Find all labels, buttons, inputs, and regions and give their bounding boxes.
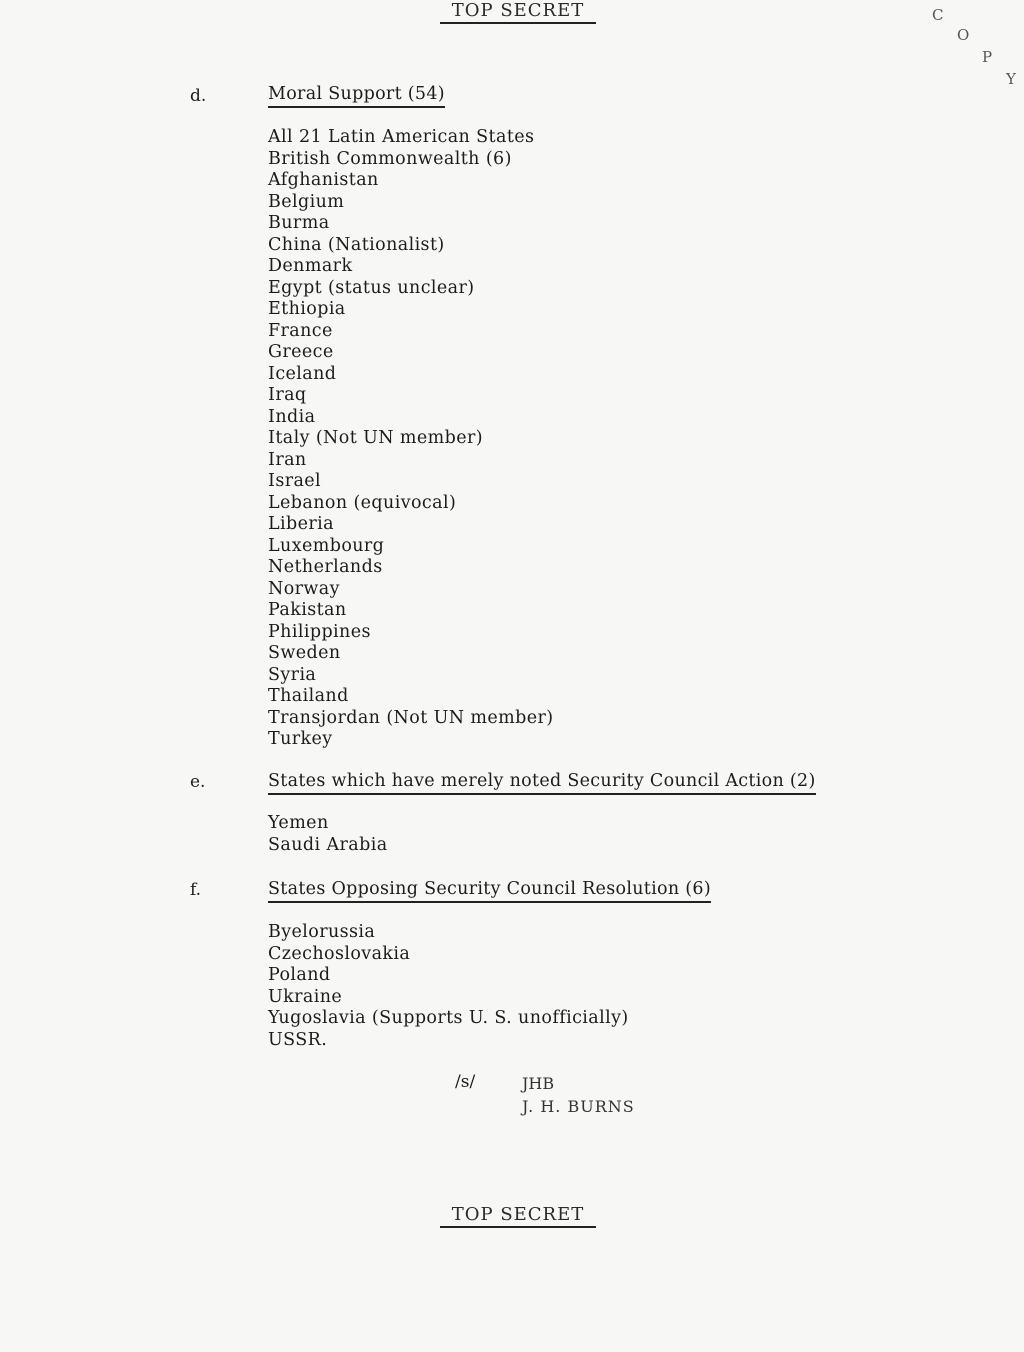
list-item: China (Nationalist): [268, 234, 445, 255]
section-e-heading: States which have merely noted Security Council Action (2): [268, 771, 816, 795]
list-item: Philippines: [268, 621, 371, 642]
list-item: Turkey: [268, 729, 333, 749]
list-item: Pakistan: [268, 600, 347, 620]
list-item: Yugoslavia (Supports U. S. unofficially): [268, 1008, 629, 1028]
list-item: Thailand: [268, 686, 349, 706]
list-item: Netherlands: [268, 557, 383, 577]
copy-stamp-letter: O: [957, 26, 970, 44]
signature-name: J. H. BURNS: [522, 1097, 635, 1116]
list-item: Syria: [268, 664, 317, 685]
section-d-list: [268, 127, 554, 751]
list-item: Yemen: [268, 813, 329, 833]
list-item: Transjordan (Not UN member): [268, 707, 554, 728]
classification-marking-bottom: [440, 1204, 596, 1228]
list-item: Ukraine: [268, 986, 343, 1007]
section-e-letter: e.: [190, 772, 206, 792]
copy-stamp-letter: Y: [1006, 70, 1016, 88]
list-item: Lebanon (equivocal): [268, 492, 457, 513]
list-item: USSR.: [268, 1029, 328, 1050]
section-f-list: [268, 922, 629, 1051]
section-f-letter: f.: [190, 880, 202, 900]
classification-marking-top: [440, 0, 596, 24]
copy-stamp-letter: P: [982, 48, 993, 66]
list-item: Greece: [268, 342, 334, 362]
list-item: Czechoslovakia: [268, 943, 411, 964]
list-item: Afghanistan: [268, 170, 379, 190]
list-item: India: [268, 406, 316, 427]
list-item: Liberia: [268, 514, 334, 534]
section-d-letter: d.: [190, 86, 207, 106]
list-item: Belgium: [268, 191, 345, 212]
list-item: Poland: [268, 965, 331, 985]
list-item: France: [268, 320, 333, 341]
list-item: Egypt (status unclear): [268, 277, 475, 298]
list-item: Saudi Arabia: [268, 834, 388, 855]
list-item: Iraq: [268, 385, 307, 405]
list-item: Luxembourg: [268, 535, 385, 556]
section-f-heading: States Opposing Security Council Resolution (6): [268, 879, 711, 903]
classification-text-top: TOP SECRET: [440, 0, 596, 24]
list-item: Burma: [268, 213, 330, 233]
list-item: Sweden: [268, 643, 341, 663]
section-e-list: [268, 813, 388, 856]
list-item: Iran: [268, 449, 307, 470]
classification-text-bottom: TOP SECRET: [440, 1204, 596, 1228]
signature-prefix: /s/: [455, 1072, 476, 1092]
list-item: Italy (Not UN member): [268, 428, 484, 448]
signature-initials: JHB: [522, 1074, 555, 1093]
copy-stamp-letter: C: [932, 6, 944, 24]
list-item: Iceland: [268, 363, 337, 384]
list-item: Norway: [268, 578, 340, 599]
list-item: Byelorussia: [268, 922, 376, 942]
list-item: All 21 Latin American States: [268, 127, 535, 147]
list-item: Denmark: [268, 256, 353, 276]
list-item: Israel: [268, 471, 322, 491]
section-d-heading: Moral Support (54): [268, 84, 445, 108]
list-item: British Commonwealth (6): [268, 148, 512, 169]
list-item: Ethiopia: [268, 299, 346, 319]
